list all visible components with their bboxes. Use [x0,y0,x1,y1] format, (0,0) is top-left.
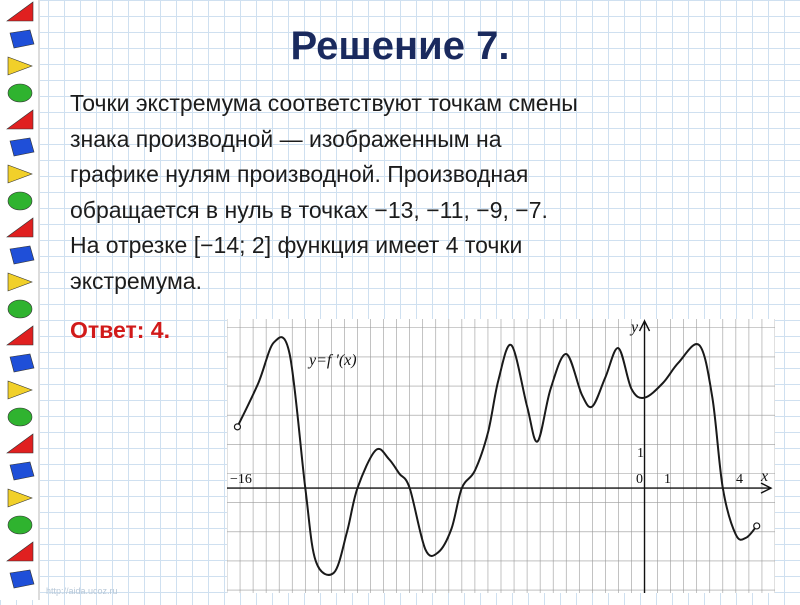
decorative-shape [8,165,32,183]
decorative-shape [8,381,32,399]
x-tick-label: 0 [636,472,643,487]
x-axis-label: x [761,468,769,485]
graph-canvas [227,319,775,593]
x-tick-label: −16 [230,472,252,487]
solution-line: обращается в нуль в точках −13, −11, −9, −7. [70,196,548,223]
decorative-shape [8,84,32,102]
slide-title: Решение 7. [290,24,510,68]
decorative-shape [7,110,33,129]
decorative-shape [8,489,32,507]
solution-line: Точки экстремума соответствуют точкам смены [70,90,578,116]
left-border [0,0,40,600]
decorative-shape [7,2,33,21]
decorative-shape [7,542,33,561]
x-tick-label: 4 [736,472,743,487]
curve-endpoints [234,424,759,529]
decorative-shape [8,273,32,291]
decorative-shapes-strip [0,0,40,600]
answer-text: Ответ: 4. [70,317,170,343]
solution-line: графике нулям производной. Производная [70,161,529,187]
decorative-shape [10,138,34,156]
decorative-shape [7,218,33,237]
open-endpoint [234,424,240,430]
decorative-shape [8,516,32,534]
decorative-shape [8,300,32,318]
decorative-shape [10,570,34,588]
solution-line: экстремума. [70,267,202,294]
open-endpoint [754,523,760,529]
solution-line: На отрезке [−14; 2] функция имеет 4 точки [70,232,523,258]
y-axis-label: y [631,319,639,336]
decorative-shape [10,462,34,480]
y-tick-label: 1 [637,446,644,461]
watermark: http://aida.ucoz.ru [46,586,118,596]
decorative-shape [8,192,32,210]
decorative-shape [7,434,33,453]
solution-text [70,86,770,299]
decorative-shape [10,354,34,372]
solution-line: знака производной — изображенным на [70,125,502,152]
x-tick-label: 1 [664,472,671,487]
derivative-curve [237,337,756,575]
decorative-shape [10,246,34,264]
function-label: y=f ′(x) [309,352,357,369]
decorative-shape [7,326,33,345]
derivative-graph [227,319,775,593]
decorative-shape [8,408,32,426]
